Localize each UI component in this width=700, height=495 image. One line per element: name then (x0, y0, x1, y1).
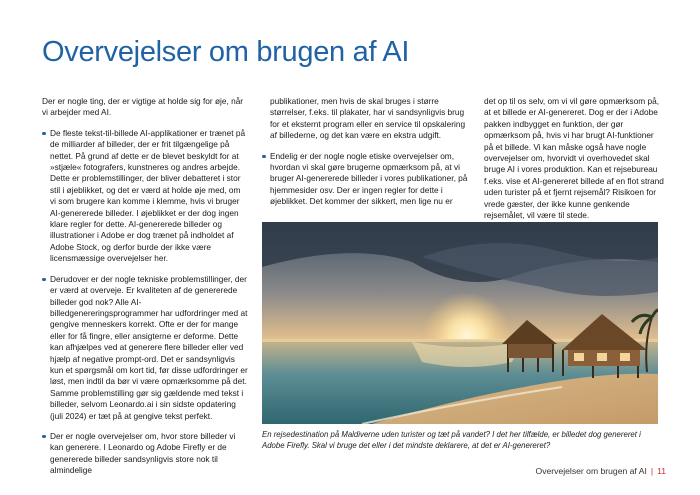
column-3 (484, 96, 664, 230)
bullet-list-1 (42, 128, 248, 477)
column-3-paragraph (484, 96, 664, 221)
list-item: Der er nogle overvejelser om, hvor store billeder vi kan generere. I Leonardo og Adobe Firefly er de genererede billeder sandsynligvis store nok til almindelige (42, 431, 248, 477)
list-item: De fleste tekst-til-billede AI-applikationer er trænet på de milliarder af billeder, der er frit tilgængelige på nettet. På grund af dette er de blevet beskyldt for at »stjæle« fotografers, kunstneres og andres arbejde. Dette er problemstillinger, der bliver debatteret i stor stil i øjeblikket, og det er værd at holde øje med, om vi som brugere kan komme i klemme, hvis vi bruger AI-genererede billeder. I øjeblikket er der dog ingen klare regler for dette. AI-genererede billeder og illustrationer i Adobe er dog trænet på indholdet af Adobe Stock, og derfor burde der ikke være licensmæssige overvejelser her. (42, 128, 248, 265)
column-3-text: det op til os selv, om vi vil gøre opmærksom på, at et billede er AI-genereret. Dog er der i Adobe pakken indbygget en funktion, der gør opmærksom på, hvis vi har brugt AI-funktioner på et billede. Vi kan måske også have nogle overvejelser om, hvorvidt vi overhovedet skal bruge AI i vores produktion. Kan et rejsebureau f.eks. vise et AI-genereret billede af en flot strand uden turister på et fjernt rejsemål? Risikoen for vrede gæster, der ikke kunne genkende rejsemålet, vil være til stede. (484, 96, 664, 221)
intro-paragraph: Der er nogle ting, der er vigtige at holde sig for øje, når vi arbejder med AI. (42, 96, 244, 118)
continued-paragraph: publikationer, men hvis de skal bruges i større størrelser, f.eks. til plakater, har vi sandsynligvis brug for et eksternt program eller en service til opskalering af billederne, og det kan være en ekstra udgift. (270, 96, 466, 141)
column-2 (262, 96, 472, 217)
footer-label: Overvejelser om brugen af AI (535, 466, 647, 476)
page-number: 11 (657, 466, 666, 476)
column-1 (42, 96, 248, 486)
photo-caption: En rejsedestination på Maldiverne uden turister og tæt på vandet? I det her tilfælde, er billedet dog genereret i Adobe Firefly. Skal vi bruge det eller i det mindste deklarere, at det er AI-genereret? (262, 430, 641, 450)
list-item: Derudover er der nogle tekniske problemstillinger, der er værd at overveje. Er kvaliteten af de genererede billeder god nok? Alle AI-billedgenereringsprogrammer har udfordringer med at gengive menneskers korrekt. Ofte er der for mange eller for få fingre, eller ansigterne er deforme. Dette kan afhjælpes ved at generere flere billeder eller ved hjælp af negative prompt-ord. Det er sandsynligvis kun et spørgsmål om kort tid, før disse udfordringer er løst, men indtil da bør vi være opmærksomme på det. Samme problemstilling gør sig gældende med tekst i billeder, selvom Leonardo.ai i sin sidste opdatering (juli 2024) er tæt på at gengive tekst perfekt. (42, 274, 248, 422)
footer-separator: | (650, 466, 654, 476)
list-item: Endelig er der nogle nogle etiske overvejelser om, hvordan vi skal gøre brugerne opmærksom på, at vi bruger AI-genererede billeder i vores publikationer, på hjemmesider osv. Der er ingen regler for dette i øjeblikket. Det kommer der sikkert, men lige nu er (262, 151, 472, 208)
beach-photo (262, 222, 658, 424)
bullet-list-2 (262, 151, 472, 208)
page-title: Overvejelser om brugen af AI (42, 36, 410, 68)
page-footer (536, 466, 666, 476)
